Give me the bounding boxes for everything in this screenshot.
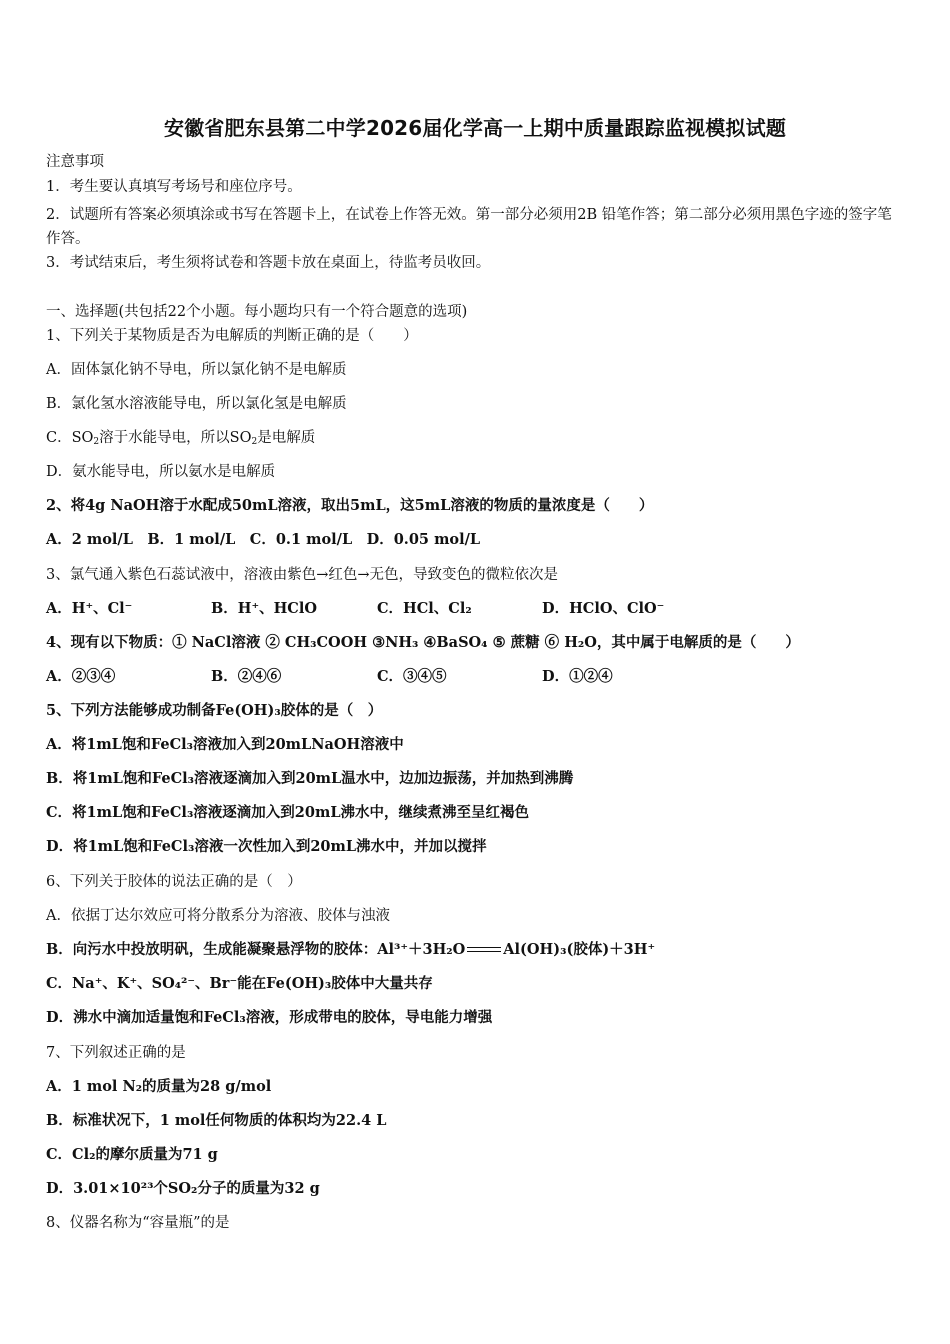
question-4-stem: 4、现有以下物质：① NaCl溶液 ② CH₃COOH ③NH₃ ④BaSO₄ ⑤ 蔗糖 ⑥ H₂O，其中属于电解质的是（ ） bbox=[46, 634, 800, 651]
question-5-option-c: C．将1mL饱和FeCl₃溶液逐滴加入到20mL沸水中，继续煮沸至呈红褐色 bbox=[46, 804, 530, 821]
question-5-option-a: A．将1mL饱和FeCl₃溶液加入到20mLNaOH溶液中 bbox=[46, 736, 404, 753]
question-1-option-c bbox=[46, 428, 906, 452]
question-4-option-a: A．②③④ bbox=[46, 668, 116, 685]
question-5-stem: 5、下列方法能够成功制备Fe(OH)₃胶体的是（ ） bbox=[46, 702, 383, 719]
question-7-option-b: B．标准状况下，1 mol任何物质的体积均为22.4 L bbox=[46, 1112, 387, 1129]
q6-b-text-2: Al(OH)₃(胶体)＋3H⁺ bbox=[503, 941, 656, 958]
question-1-option-b: B．氯化氢水溶液能导电，所以氯化氢是电解质 bbox=[46, 396, 347, 412]
question-5-option-b: B．将1mL饱和FeCl₃溶液逐滴加入到20mL温水中，边加边振荡，并加热到沸腾 bbox=[46, 770, 574, 787]
question-1-option-d: D．氨水能导电，所以氨水是电解质 bbox=[46, 464, 276, 480]
section-heading: 一、选择题(共包括22个小题。每小题均只有一个符合题意的选项) bbox=[46, 304, 468, 320]
question-3-option-d: D．HClO、ClO⁻ bbox=[542, 600, 665, 617]
question-5-option-d: D．将1mL饱和FeCl₃溶液一次性加入到20mL沸水中，并加以搅拌 bbox=[46, 838, 487, 855]
question-3-option-a: A．H⁺、Cl⁻ bbox=[46, 600, 133, 617]
equilibrium-arrow-icon bbox=[467, 946, 501, 954]
question-1-stem: 1、下列关于某物质是否为电解质的判断正确的是（ ） bbox=[46, 328, 418, 344]
question-6-option-d: D．沸水中滴加适量饱和FeCl₃溶液，形成带电的胶体，导电能力增强 bbox=[46, 1009, 493, 1026]
notice-item-1: 1．考生要认真填写考场号和座位序号。 bbox=[46, 179, 302, 195]
question-6-option-b bbox=[46, 940, 906, 960]
question-3-option-b: B．H⁺、HClO bbox=[211, 600, 317, 617]
question-6-option-a: A．依据丁达尔效应可将分散系分为溶液、胶体与浊液 bbox=[46, 908, 390, 924]
notice-heading: 注意事项 bbox=[46, 154, 104, 170]
q1-c-text-2: 溶于水能导电，所以SO bbox=[99, 430, 252, 446]
question-2-stem: 2、将4g NaOH溶于水配成50mL溶液，取出5mL，这5mL溶液的物质的量浓度是（ ） bbox=[46, 497, 654, 514]
question-4-option-d: D．①②④ bbox=[542, 668, 613, 685]
question-6-option-c: C．Na⁺、K⁺、SO₄²⁻、Br⁻能在Fe(OH)₃胶体中大量共存 bbox=[46, 975, 433, 992]
question-3-option-c: C．HCl、Cl₂ bbox=[377, 600, 472, 617]
q1-c-text-3: 是电解质 bbox=[257, 430, 316, 446]
question-8-stem: 8、仪器名称为“容量瓶”的是 bbox=[46, 1215, 230, 1231]
question-3-stem: 3、氯气通入紫色石蕊试液中，溶液由紫色→红色→无色，导致变色的微粒依次是 bbox=[46, 567, 559, 583]
question-4-option-c: C．③④⑤ bbox=[377, 668, 447, 685]
q6-b-text-1: B．向污水中投放明矾，生成能凝聚悬浮物的胶体：Al³⁺＋3H₂O bbox=[46, 941, 466, 958]
notice-item-3: 3．考试结束后，考生须将试卷和答题卡放在桌面上，待监考员收回。 bbox=[46, 255, 491, 271]
question-7-option-c: C．Cl₂的摩尔质量为71 g bbox=[46, 1146, 218, 1163]
question-6-stem: 6、下列关于胶体的说法正确的是（ ） bbox=[46, 874, 302, 890]
question-1-option-a: A．固体氯化钠不导电，所以氯化钠不是电解质 bbox=[46, 362, 347, 378]
question-7-option-d: D．3.01×10²³个SO₂分子的质量为32 g bbox=[46, 1180, 320, 1197]
page-title: 安徽省肥东县第二中学2026届化学高一上期中质量跟踪监视模拟试题 bbox=[163, 116, 787, 140]
question-7-stem: 7、下列叙述正确的是 bbox=[46, 1045, 186, 1061]
q1-c-text-1: C．SO bbox=[46, 430, 94, 446]
question-4-option-b: B．②④⑥ bbox=[211, 668, 282, 685]
q1-c-sub-2: 2 bbox=[251, 437, 258, 447]
q1-c-sub-1: 2 bbox=[93, 437, 100, 447]
question-7-option-a: A．1 mol N₂的质量为28 g/mol bbox=[46, 1078, 272, 1095]
question-2-options: A．2 mol/L B．1 mol/L C．0.1 mol/L D．0.05 mol/L bbox=[46, 531, 481, 548]
notice-item-2: 2．试题所有答案必须填涂或书写在答题卡上，在试卷上作答无效。第一部分必须用2B 铅笔作答；第二部分必须用黑色字迹的签字笔作答。 bbox=[46, 207, 892, 247]
